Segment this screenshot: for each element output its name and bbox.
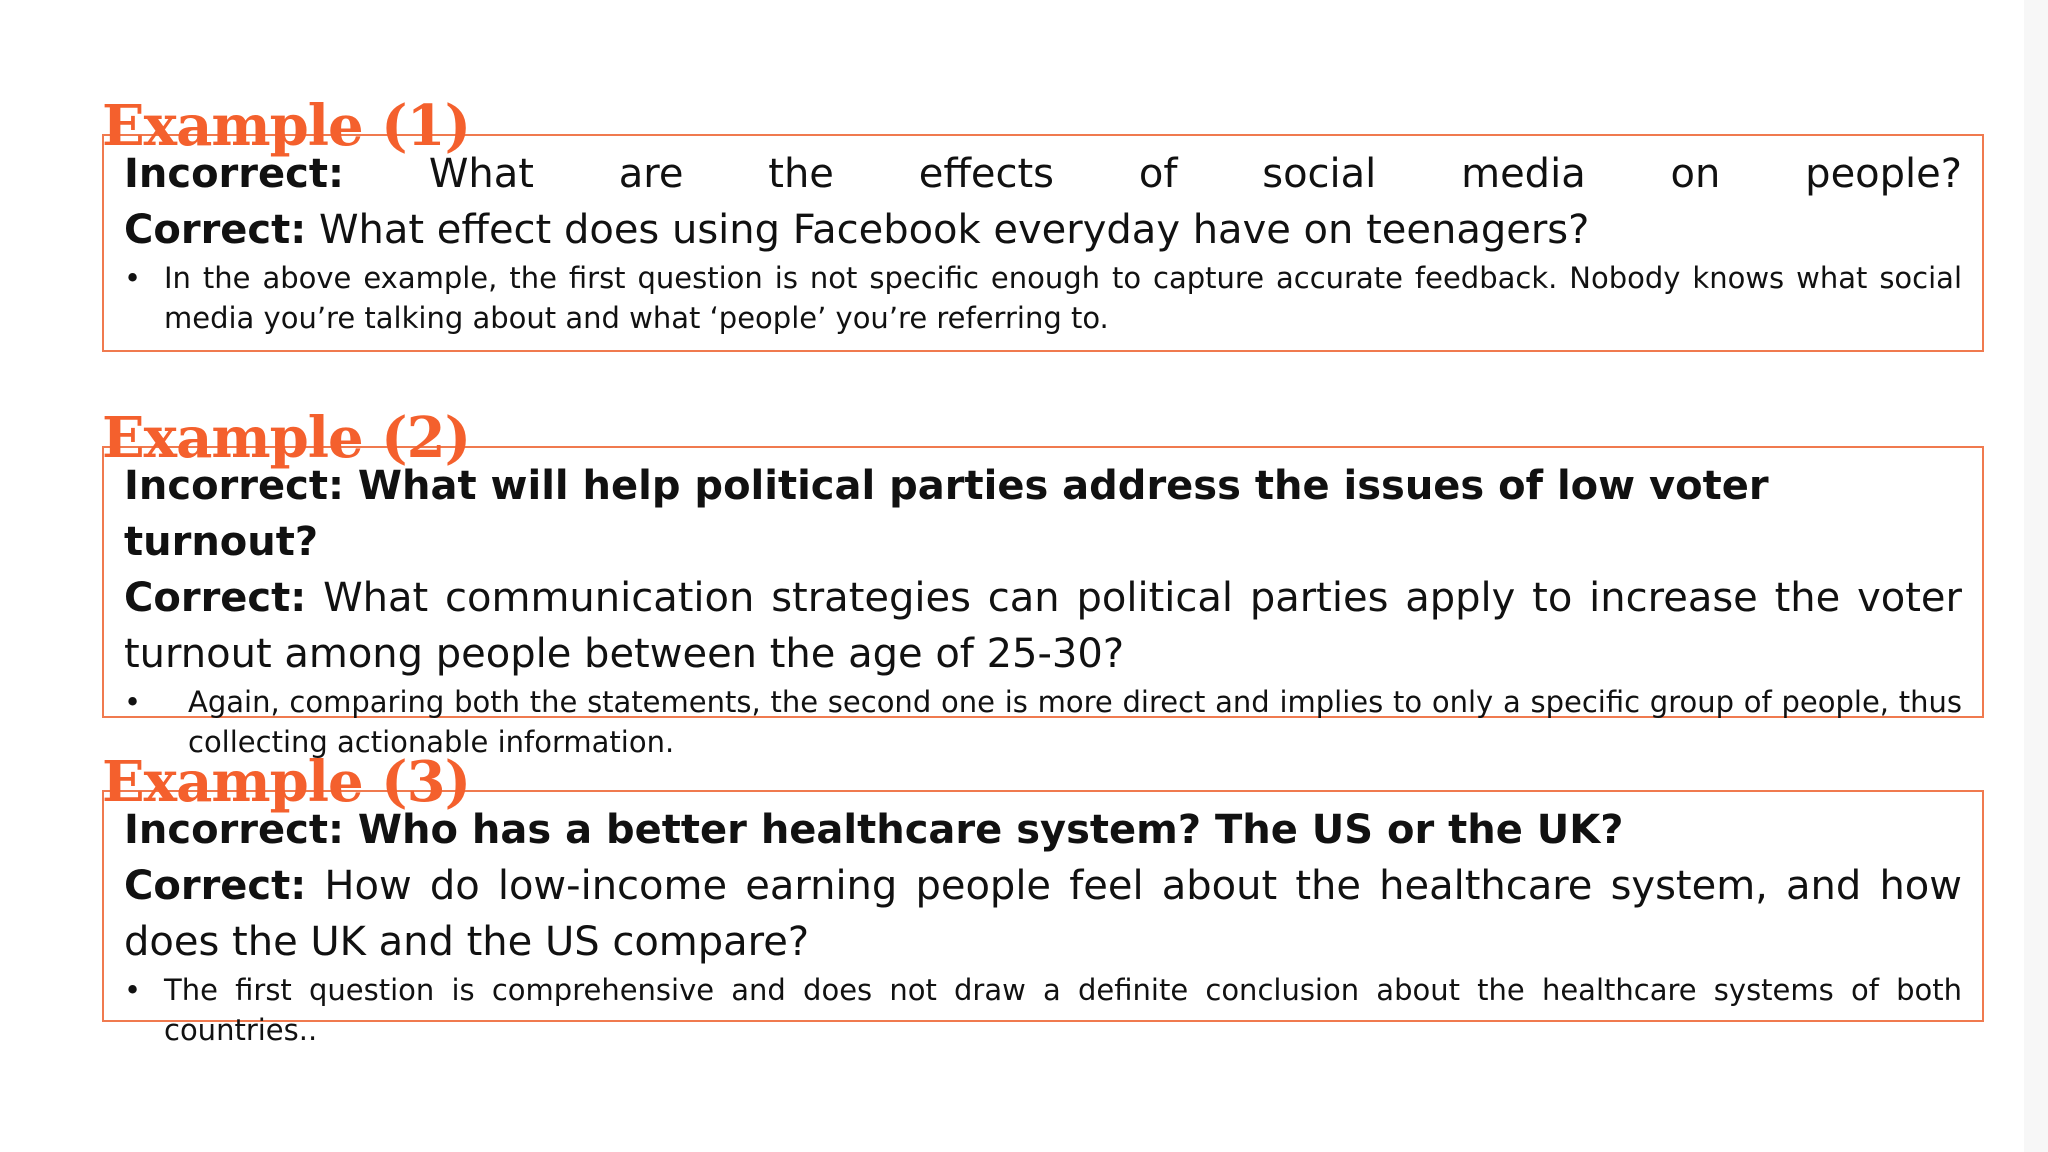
incorrect-text: Who has a better healthcare system? The US or the UK? <box>357 807 1624 853</box>
bullet-icon: • <box>124 685 142 719</box>
example-2-title: Example (2) <box>102 405 471 471</box>
correct-label: Correct: <box>124 863 307 909</box>
bullet-icon: • <box>124 261 142 295</box>
correct-text: What effect does using Facebook everyday have on teenagers? <box>318 207 1590 253</box>
correct-label: Correct: <box>124 575 307 621</box>
example-3-correct <box>124 858 1962 970</box>
slide-edge-shadow <box>2024 0 2048 1152</box>
incorrect-text: What will help political parties address the issues of low voter turnout? <box>124 463 1769 565</box>
incorrect-label: Incorrect: <box>124 807 344 853</box>
example-1-correct <box>124 202 1962 258</box>
correct-text: How do low-income earning people feel about the healthcare system, and how does the UK and the US compare? <box>124 863 1962 965</box>
correct-text: What communication strategies can political parties apply to increase the voter turnout among people between the age of 25-30? <box>124 575 1962 677</box>
correct-label: Correct: <box>124 207 307 253</box>
example-1-title: Example (1) <box>102 93 471 159</box>
incorrect-label: Incorrect: <box>124 151 344 197</box>
example-3-title: Example (3) <box>102 749 471 815</box>
example-2-box <box>102 446 1984 759</box>
bullet-text: The first question is comprehensive and does not draw a definite conclusion about the healthcare systems of both countries.. <box>164 973 1962 1047</box>
bullet-text: In the above example, the first question is not specific enough to capture accurate feedback. Nobody knows what social media you’re talking about and what ‘people’ you’re referring to. <box>164 261 1962 335</box>
example-2-correct <box>124 570 1962 682</box>
bullet-text: Again, comparing both the statements, the second one is more direct and implies to only a specific group of people, thus collecting actionable information. <box>188 685 1962 759</box>
example-1-box <box>102 134 1984 352</box>
incorrect-label: Incorrect: <box>124 463 344 509</box>
bullet-icon: • <box>124 973 142 1007</box>
example-3-box <box>102 790 1984 1047</box>
example-3-bullet <box>124 970 1962 1050</box>
incorrect-text: What are the effects of social media on people? <box>428 151 1962 197</box>
example-1-bullet <box>124 258 1962 338</box>
example-2-incorrect <box>124 458 1962 570</box>
